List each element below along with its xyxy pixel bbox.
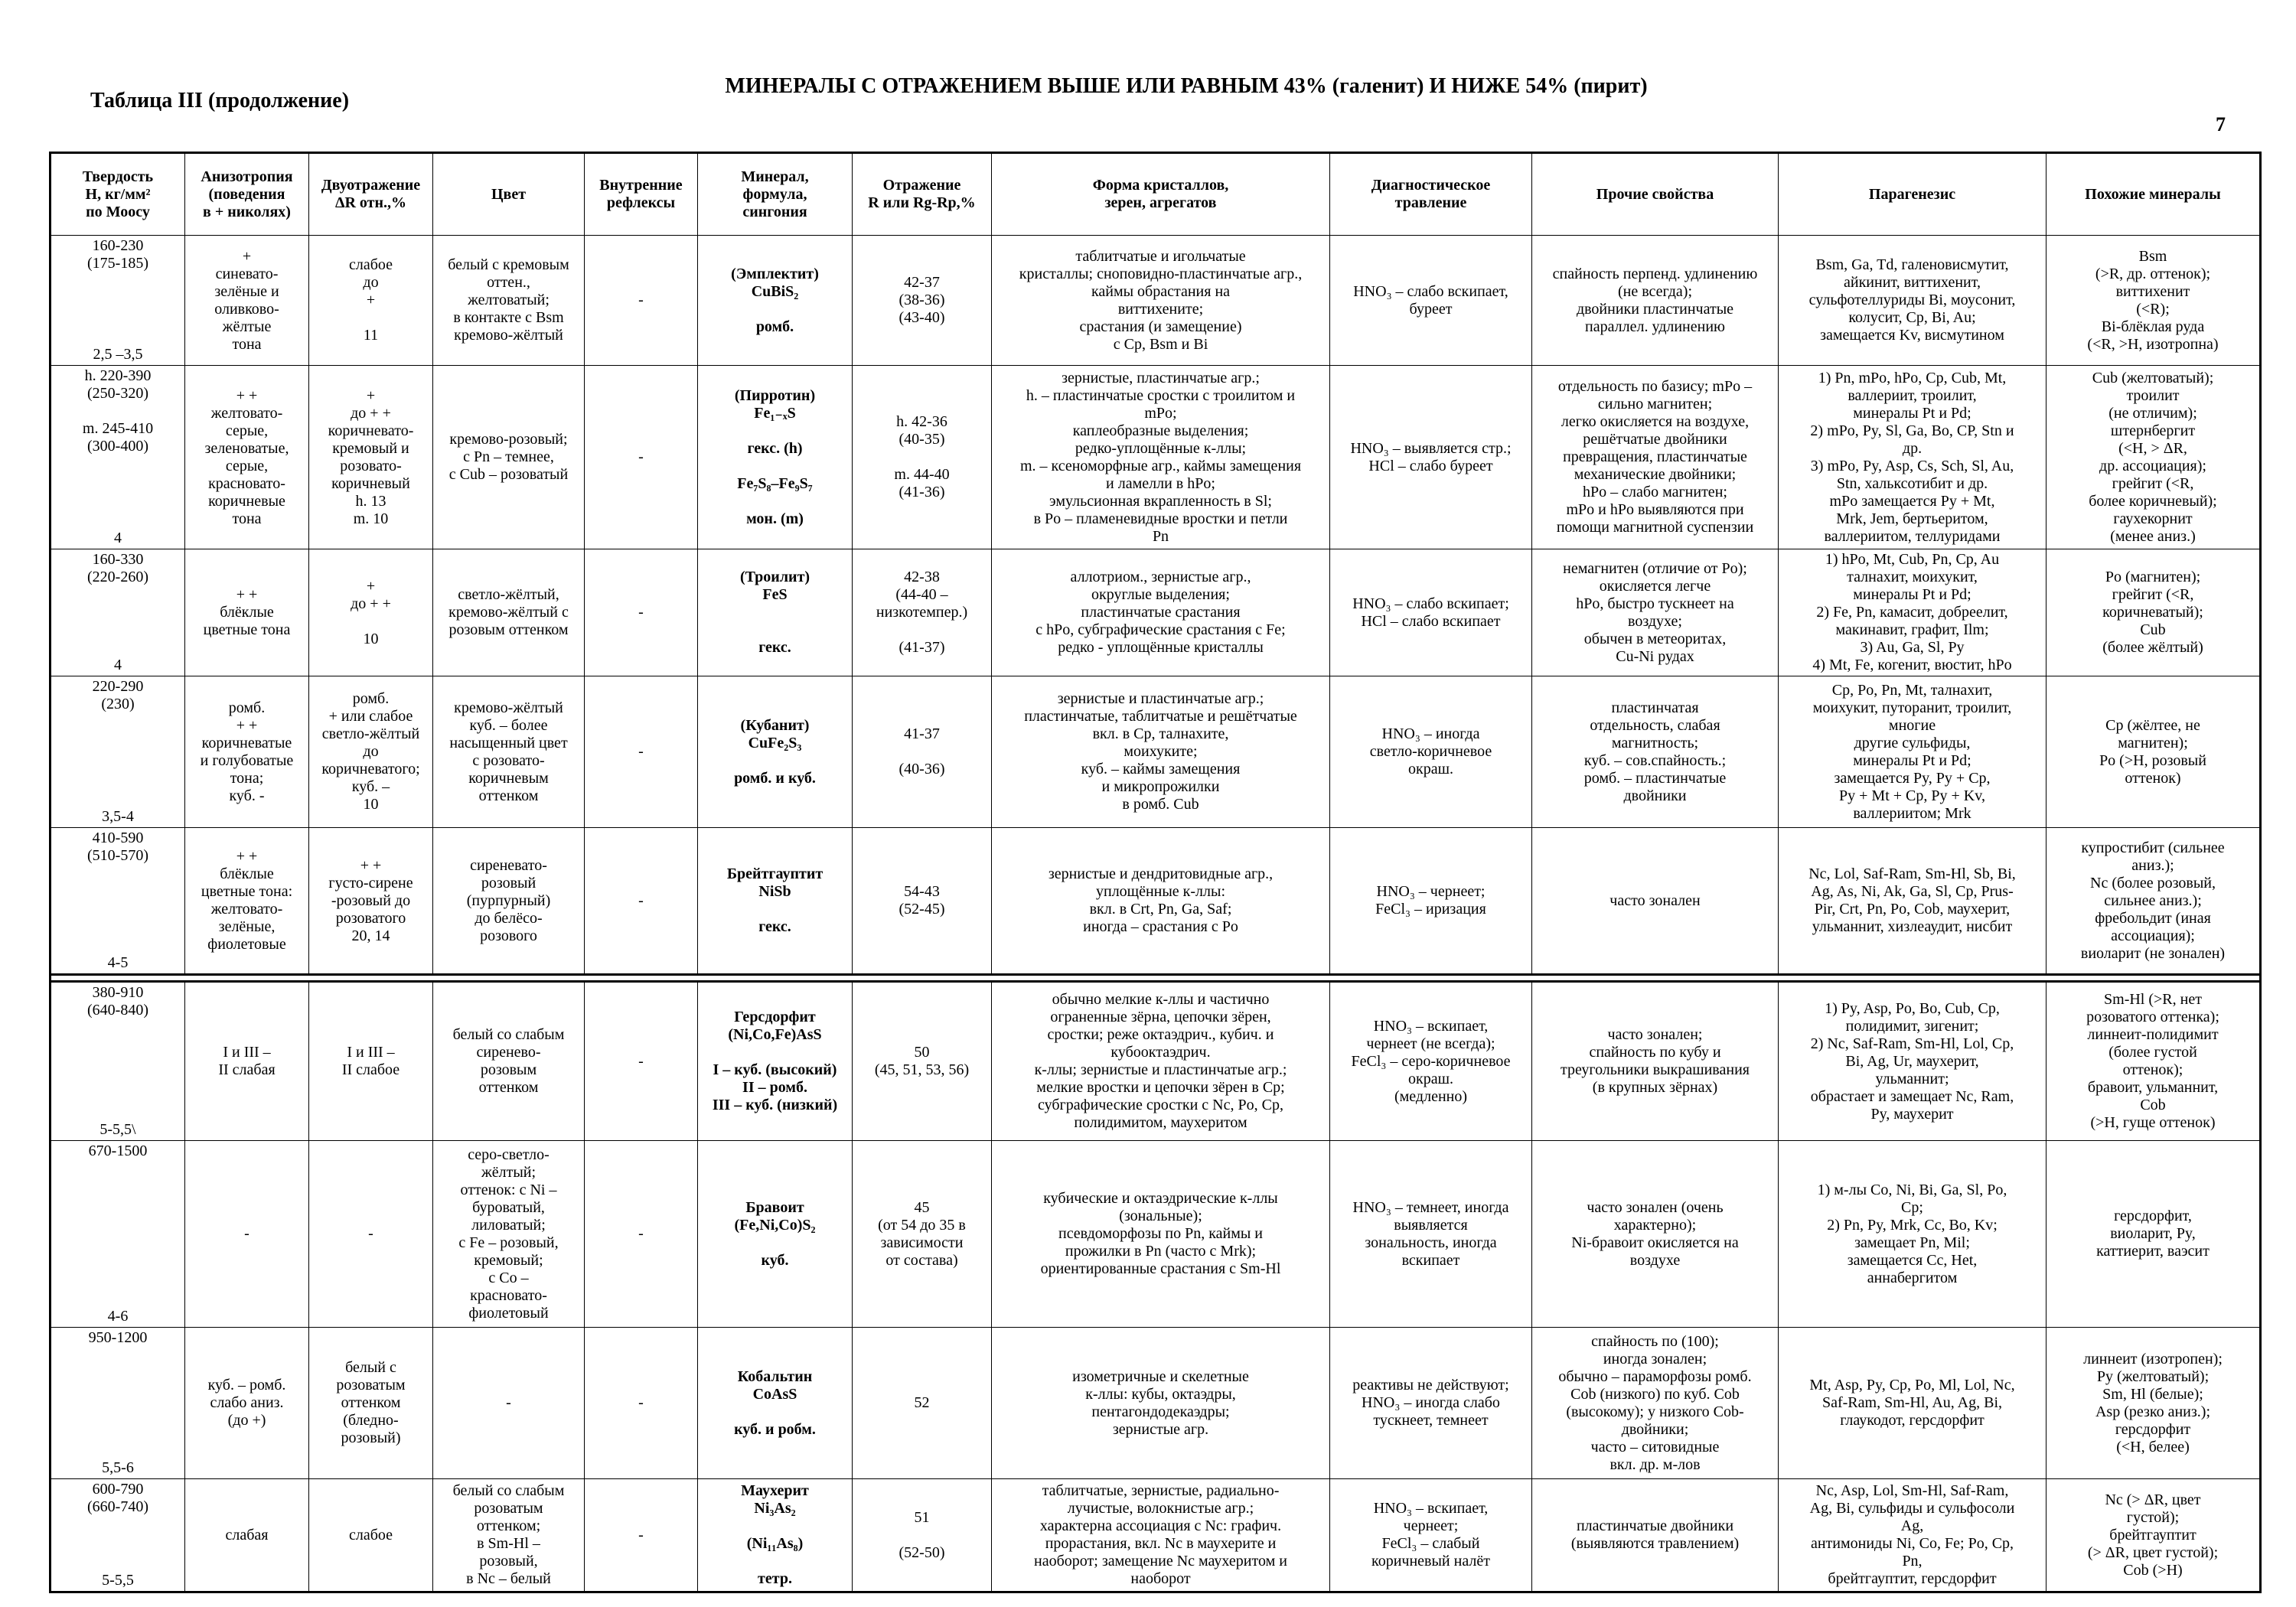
mohs-value: 5-5,5 xyxy=(102,1572,134,1589)
mohs-value: 4 xyxy=(114,530,122,546)
mohs-value: 4-6 xyxy=(107,1308,129,1325)
hardness-value: 380-910 (640-840) xyxy=(87,984,148,1019)
mohs-value: 2,5 –3,5 xyxy=(93,346,143,363)
bireflectance-cell: I и III – II слабое xyxy=(309,982,433,1141)
color-cell: кремово-жёлтый куб. – более насыщенный цвет с розовато- коричневым оттенком xyxy=(433,676,585,828)
section-divider xyxy=(51,975,2261,982)
color-cell: белый с кремовым оттен., желтоватый; в контакте с Bsm кремово-жёлтый xyxy=(433,236,585,366)
similar-minerals-cell: Nc (> ΔR, цвет густой); брейтгауптит (> ΔR, цвет густой); Cob (>H) xyxy=(2047,1479,2261,1592)
other-properties-cell: пластинчатая отдельность, слабая магнитность; куб. – сов.спайность.; ромб. – пластинчатые двойники xyxy=(1532,676,1779,828)
color-cell: - xyxy=(433,1328,585,1479)
hardness-cell xyxy=(51,366,185,549)
other-properties-cell: пластинчатые двойники (выявляются травлением) xyxy=(1532,1479,1779,1592)
hardness-cell xyxy=(51,1479,185,1592)
mineral-row xyxy=(51,549,2261,676)
other-properties-cell: часто зонален; спайность по кубу и треугольники выкрашивания (в крупных зёрнах) xyxy=(1532,982,1779,1141)
similar-minerals-cell: Cub (желтоватый); троилит (не отличим); штернбергит (<H, > ΔR, др. ассоциация); грейгит (<R, более коричневый); гаухекорнит (менее аниз.) xyxy=(2047,366,2261,549)
bireflectance-cell: - xyxy=(309,1141,433,1328)
mineral-cell: (Троилит) FeS гекс. xyxy=(698,549,853,676)
hardness-cell xyxy=(51,676,185,828)
mineral-cell: Кобальтин CoAsS куб. и робм. xyxy=(698,1328,853,1479)
bireflectance-cell: + до + + коричневато- кремовый и розовато- коричневый h. 13 m. 10 xyxy=(309,366,433,549)
mineral-cell: Герсдорфит (Ni,Co,Fe)AsS I – куб. (высокий) II – ромб. III – куб. (низкий) xyxy=(698,982,853,1141)
etching-cell: HNO₃ – слабо вскипает, буреет xyxy=(1330,236,1532,366)
hardness-cell xyxy=(51,1141,185,1328)
crystal-form-cell: зернистые и пластинчатые агр.; пластинчатые, таблитчатые и решётчатые вкл. в Cp, талнахите, моихуките; куб. – каймы замещения и микропрожилки в ромб. Cub xyxy=(992,676,1330,828)
crystal-form-cell: таблитчатые, зернистые, радиально- лучистые, волокнистые агр.; характерна ассоциация с Nc: графич. прорастания, вкл. Nc в маухерите и наоборот; замещение Nc маухеритом и наоборот xyxy=(992,1479,1330,1592)
col-header-other-properties: Прочие свойства xyxy=(1532,153,1779,236)
mineral-row xyxy=(51,1141,2261,1328)
etching-cell: реактивы не действуют; HNO₃ – иногда слабо тускнеет, темнеет xyxy=(1330,1328,1532,1479)
reflectance-cell: 42-37 (38-36) (43-40) xyxy=(853,236,992,366)
bireflectance-cell: белый с розоватым оттенком (бледно- розовый) xyxy=(309,1328,433,1479)
other-properties-cell: часто зонален (очень характерно); Ni-бравоит окисляется на воздухе xyxy=(1532,1141,1779,1328)
etching-cell: HNO₃ – слабо вскипает; HCl – слабо вскипает xyxy=(1330,549,1532,676)
internal-reflex-cell: - xyxy=(585,982,698,1141)
paragenesis-cell: 1) hPo, Mt, Cub, Pn, Cp, Au талнахит, моихукит, минералы Pt и Pd; 2) Fe, Pn, камасит, добреелит, макинавит, графит, Ilm; 3) Au, Ga, Sl, Py 4) Mt, Fe, когенит, вюстит, hPo xyxy=(1779,549,2047,676)
hardness-cell xyxy=(51,828,185,975)
hardness-value: 160-230 (175-185) xyxy=(87,237,148,272)
crystal-form-cell: зернистые, пластинчатые агр.; h. – пластинчатые сростки с троилитом и mPo; каплеобразные выделения; редко-уплощённые к-ллы; m. – ксеноморфные агр., каймы замещения и ламелли в hPo; эмульсионная вкрапленность в Sl; в Po – пламеневидные вростки и петли Pn xyxy=(992,366,1330,549)
mineral-cell: Бравоит (Fe,Ni,Co)S₂ куб. xyxy=(698,1141,853,1328)
color-cell: сиреневато- розовый (пурпурный) до белёсо- розового xyxy=(433,828,585,975)
other-properties-cell: спайность по (100); иногда зонален; обычно – параморфозы ромб. Cob (низкого) по куб. Cob (высокому); у низкого Cob- двойники; часто – ситовидные вкл. др. м-лов xyxy=(1532,1328,1779,1479)
anisotropy-cell: слабая xyxy=(185,1479,309,1592)
color-cell: серо-светло- жёлтый; оттенок: с Ni – буроватый, лиловатый; с Fe – розовый, кремовый; с Co – красновато- фиолетовый xyxy=(433,1141,585,1328)
bireflectance-cell: ромб. + или слабое светло-жёлтый до коричневатого; куб. – 10 xyxy=(309,676,433,828)
mineral-cell: Брейтгауптит NiSb гекс. xyxy=(698,828,853,975)
hardness-value: 670-1500 xyxy=(88,1143,148,1159)
crystal-form-cell: кубические и октаэдрические к-ллы (зональные); псевдоморфозы по Pn, каймы и прожилки в Pn (часто с Mrk); ориентированные срастания с Sm-Hl xyxy=(992,1141,1330,1328)
reflectance-cell: 54-43 (52-45) xyxy=(853,828,992,975)
internal-reflex-cell: - xyxy=(585,676,698,828)
other-properties-cell: спайность перпенд. удлинению (не всегда); двойники пластинчатые параллел. удлинению xyxy=(1532,236,1779,366)
similar-minerals-cell: Cp (жёлтее, не магнитен); Po (>H, розовый оттенок) xyxy=(2047,676,2261,828)
col-header-mineral: Минерал, формула, сингония xyxy=(698,153,853,236)
color-cell: светло-жёлтый, кремово-жёлтый с розовым оттенком xyxy=(433,549,585,676)
paragenesis-cell: 1) Pn, mPo, hPo, Cp, Cub, Mt, валлериит, троилит, минералы Pt и Pd; 2) mPo, Py, Sl, Ga, Bo, CP, Stn и др. 3) mPo, Py, Asp, Cs, Sch, Sl, Au, Stn, хальксотибит и др. mPo замещается Py + Mt, Mrk, Jem, бертьеритом, валлериитом, теллуридами xyxy=(1779,366,2047,549)
similar-minerals-cell: Po (магнитен); грейгит (<R, коричневатый); Cub (более жёлтый) xyxy=(2047,549,2261,676)
col-header-color: Цвет xyxy=(433,153,585,236)
mineral-cell: (Пирротин) Fe₁₋ₓS гекс. (h) Fe₇S₈–Fe₉S₇ мон. (m) xyxy=(698,366,853,549)
page-number: 7 xyxy=(2216,113,2226,135)
anisotropy-cell: I и III – II слабая xyxy=(185,982,309,1141)
bireflectance-cell: + до + + 10 xyxy=(309,549,433,676)
hardness-value: 950-1200 xyxy=(88,1329,148,1346)
mineral-row xyxy=(51,1479,2261,1592)
anisotropy-cell: ромб. + + коричневатые и голубоватые тона; куб. - xyxy=(185,676,309,828)
similar-minerals-cell: герсдорфит, виоларит, Py, каттиерит, ваэсит xyxy=(2047,1141,2261,1328)
col-header-crystal-form: Форма кристаллов, зерен, агрегатов xyxy=(992,153,1330,236)
similar-minerals-cell: линнеит (изотропен); Py (желтоватый); Sm, Hl (белые); Asp (резко аниз.); герсдорфит (<H, белее) xyxy=(2047,1328,2261,1479)
table-header-row xyxy=(51,153,2261,236)
anisotropy-cell: + + блёклые цветные тона xyxy=(185,549,309,676)
other-properties-cell: отдельность по базису; mPo – сильно магнитен; легко окисляется на воздухе, решётчатые двойники превращения, пластинчатые механические двойники; hPo – слабо магнитен; mPo и hPo выявляются при помощи магнитной суспензии xyxy=(1532,366,1779,549)
internal-reflex-cell: - xyxy=(585,1328,698,1479)
similar-minerals-cell: Sm-Hl (>R, нет розоватого оттенка); линнеит-полидимит (более густой оттенок); бравоит, ульманнит, Cob (>H, гуще оттенок) xyxy=(2047,982,2261,1141)
hardness-value: 410-590 (510-570) xyxy=(87,830,148,864)
paragenesis-cell: Nc, Lol, Saf-Ram, Sm-Hl, Sb, Bi, Ag, As, Ni, Ak, Ga, Sl, Cp, Prus- Pir, Crt, Pn, Po, Cob, маухерит, ульманнит, хизлеаудит, нисбит xyxy=(1779,828,2047,975)
hardness-value: h. 220-390 (250-320) m. 245-410 (300-400) xyxy=(82,367,154,455)
mohs-value: 4 xyxy=(114,657,122,673)
hardness-value: 160-330 (220-260) xyxy=(87,551,148,585)
hardness-value: 600-790 (660-740) xyxy=(87,1481,148,1515)
col-header-paragenesis: Парагенезис xyxy=(1779,153,2047,236)
crystal-form-cell: зернистые и дендритовидные агр., уплощённые к-ллы: вкл. в Crt, Pn, Ga, Saf; иногда – срастания с Po xyxy=(992,828,1330,975)
similar-minerals-cell: купростибит (сильнее аниз.); Nc (более розовый, сильнее аниз.); фребольдит (иная ассоциация); виоларит (не зонален) xyxy=(2047,828,2261,975)
etching-cell: HNO₃ – темнеет, иногда выявляется зональность, иногда вскипает xyxy=(1330,1141,1532,1328)
col-header-anisotropy: Анизотропия (поведения в + николях) xyxy=(185,153,309,236)
internal-reflex-cell: - xyxy=(585,1479,698,1592)
col-header-hardness: Твердость Н, кг/мм² по Моосу xyxy=(51,153,185,236)
paragenesis-cell: Cp, Po, Pn, Mt, талнахит, моихукит, путоранит, троилит, многие другие сульфиды, минералы Pt и Pd; замещается Py, Py + Cp, Py + Mt + Cp, Py + Kv, валлериитом; Mrk xyxy=(1779,676,2047,828)
hardness-cell xyxy=(51,549,185,676)
reflectance-cell: 41-37 (40-36) xyxy=(853,676,992,828)
col-header-reflectance: Отражение R или Rg-Rp,% xyxy=(853,153,992,236)
similar-minerals-cell: Bsm (>R, др. оттенок); виттихенит (<R); Bi-блёклая руда (<R, >H, изотропна) xyxy=(2047,236,2261,366)
mineral-row xyxy=(51,676,2261,828)
mineral-cell: (Кубанит) CuFe₂S₃ ромб. и куб. xyxy=(698,676,853,828)
col-header-internal-reflexes: Внутренние рефлексы xyxy=(585,153,698,236)
mineral-cell: Маухерит Ni₃As₂ (Ni₁₁As₈) тетр. xyxy=(698,1479,853,1592)
crystal-form-cell: таблитчатые и игольчатые кристаллы; сноповидно-пластинчатые агр., каймы обрастания на виттихените; срастания (и замещение) с Cp, Bsm и Bi xyxy=(992,236,1330,366)
internal-reflex-cell: - xyxy=(585,236,698,366)
mineral-row xyxy=(51,236,2261,366)
mineral-cell: (Эмплектит) CuBiS₂ ромб. xyxy=(698,236,853,366)
mohs-value: 3,5-4 xyxy=(102,808,134,825)
bireflectance-cell: слабое xyxy=(309,1479,433,1592)
etching-cell: HNO₃ – вскипает, чернеет; FeCl₃ – слабый коричневый налёт xyxy=(1330,1479,1532,1592)
color-cell: белый со слабым розоватым оттенком; в Sm-Hl – розовый, в Nc – белый xyxy=(433,1479,585,1592)
reflectance-cell: h. 42-36 (40-35) m. 44-40 (41-36) xyxy=(853,366,992,549)
anisotropy-cell: куб. – ромб. слабо аниз. (до +) xyxy=(185,1328,309,1479)
mineral-row xyxy=(51,1328,2261,1479)
internal-reflex-cell: - xyxy=(585,828,698,975)
internal-reflex-cell: - xyxy=(585,549,698,676)
col-header-bireflectance: Двуотражение ΔR отн.,% xyxy=(309,153,433,236)
table-label: Таблица III (продолжение) xyxy=(90,89,350,112)
bireflectance-cell: слабое до + 11 xyxy=(309,236,433,366)
etching-cell: HNO₃ – иногда светло-коричневое окраш. xyxy=(1330,676,1532,828)
paragenesis-cell: Bsm, Ga, Td, галеновисмутит, айкинит, виттихенит, сульфотеллуриды Bi, моусонит, колусит, Cp, Bi, Au; замещается Kv, висмутином xyxy=(1779,236,2047,366)
hardness-cell xyxy=(51,982,185,1141)
minerals-table xyxy=(49,152,2262,1593)
reflectance-cell: 45 (от 54 до 35 в зависимости от состава) xyxy=(853,1141,992,1328)
page-title: МИНЕРАЛЫ С ОТРАЖЕНИЕМ ВЫШЕ ИЛИ РАВНЫМ 43% (галенит) И НИЖЕ 54% (пирит) xyxy=(725,74,1648,98)
mineral-row xyxy=(51,366,2261,549)
etching-cell: HNO₃ – чернеет; FeCl₃ – иризация xyxy=(1330,828,1532,975)
reflectance-cell: 52 xyxy=(853,1328,992,1479)
reflectance-cell: 50 (45, 51, 53, 56) xyxy=(853,982,992,1141)
paragenesis-cell: Mt, Asp, Py, Cp, Po, Ml, Lol, Nc, Saf-Ram, Sm-Hl, Au, Ag, Bi, глаукодот, герсдорфит xyxy=(1779,1328,2047,1479)
bireflectance-cell: + + густо-сирене -розовый до розоватого 20, 14 xyxy=(309,828,433,975)
color-cell: кремово-розовый; с Pn – темнее, с Cub – розоватый xyxy=(433,366,585,549)
hardness-cell xyxy=(51,1328,185,1479)
color-cell: белый со слабым сиренево- розовым оттенком xyxy=(433,982,585,1141)
paragenesis-cell: 1) Py, Asp, Po, Bo, Cub, Cp, полидимит, зигенит; 2) Nc, Saf-Ram, Sm-Hl, Lol, Cp, Bi, Ag, Ur, маухерит, ульманнит; обрастает и замещает Nc, Ram, Py, маухерит xyxy=(1779,982,2047,1141)
mohs-value: 5-5,5\ xyxy=(99,1121,136,1138)
crystal-form-cell: обычно мелкие к-ллы и частично ограненные зёрна, цепочки зёрен, сростки; реже октаэдрич., кубич. и кубооктаэдрич. к-ллы; зернистые и пластинчатые агр.; мелкие вростки и цепочки зёрен в Cp; субграфические сростки с Nc, Po, Cp, полидимитом, маухеритом xyxy=(992,982,1330,1141)
anisotropy-cell: + + желтовато- серые, зеленоватые, серые, красновато- коричневые тона xyxy=(185,366,309,549)
reflectance-cell: 51 (52-50) xyxy=(853,1479,992,1592)
mohs-value: 4-5 xyxy=(107,954,129,971)
mineral-row xyxy=(51,828,2261,975)
mineral-row xyxy=(51,982,2261,1141)
crystal-form-cell: аллотриом., зернистые агр., округлые выделения; пластинчатые срастания с hPo, субграфические срастания с Fe; редко - уплощённые кристаллы xyxy=(992,549,1330,676)
other-properties-cell: часто зонален xyxy=(1532,828,1779,975)
anisotropy-cell: + + блёклые цветные тона: желтовато- зелёные, фиолетовые xyxy=(185,828,309,975)
col-header-etching: Диагностическое травление xyxy=(1330,153,1532,236)
paragenesis-cell: Nc, Asp, Lol, Sm-Hl, Saf-Ram, Ag, Bi, сульфиды и сульфосоли Ag, антимониды Ni, Co, Fe; Po, Cp, Pn, брейтгауптит, герсдорфит xyxy=(1779,1479,2047,1592)
etching-cell: HNO₃ – выявляется стр.; HCl – слабо буреет xyxy=(1330,366,1532,549)
other-properties-cell: немагнитен (отличие от Po); окисляется легче hPo, быстро тускнеет на воздухе; обычен в метеоритах, Cu-Ni рудах xyxy=(1532,549,1779,676)
anisotropy-cell: + синевато- зелёные и оливково- жёлтые тона xyxy=(185,236,309,366)
anisotropy-cell: - xyxy=(185,1141,309,1328)
reflectance-cell: 42-38 (44-40 – низкотемпер.) (41-37) xyxy=(853,549,992,676)
col-header-similar-minerals: Похожие минералы xyxy=(2047,153,2261,236)
etching-cell: HNO₃ – вскипает, чернеет (не всегда); FeCl₃ – серо-коричневое окраш. (медленно) xyxy=(1330,982,1532,1141)
mohs-value: 5,5-6 xyxy=(102,1459,134,1476)
hardness-value: 220-290 (230) xyxy=(92,678,144,712)
internal-reflex-cell: - xyxy=(585,366,698,549)
crystal-form-cell: изометричные и скелетные к-ллы: кубы, октаэдры, пентагондодекаэдры; зернистые агр. xyxy=(992,1328,1330,1479)
internal-reflex-cell: - xyxy=(585,1141,698,1328)
hardness-cell xyxy=(51,236,185,366)
paragenesis-cell: 1) м-лы Co, Ni, Bi, Ga, Sl, Po, Cp; 2) Pn, Py, Mrk, Cc, Bo, Kv; замещает Pn, Mil; замещается Cc, Het, аннабергитом xyxy=(1779,1141,2047,1328)
